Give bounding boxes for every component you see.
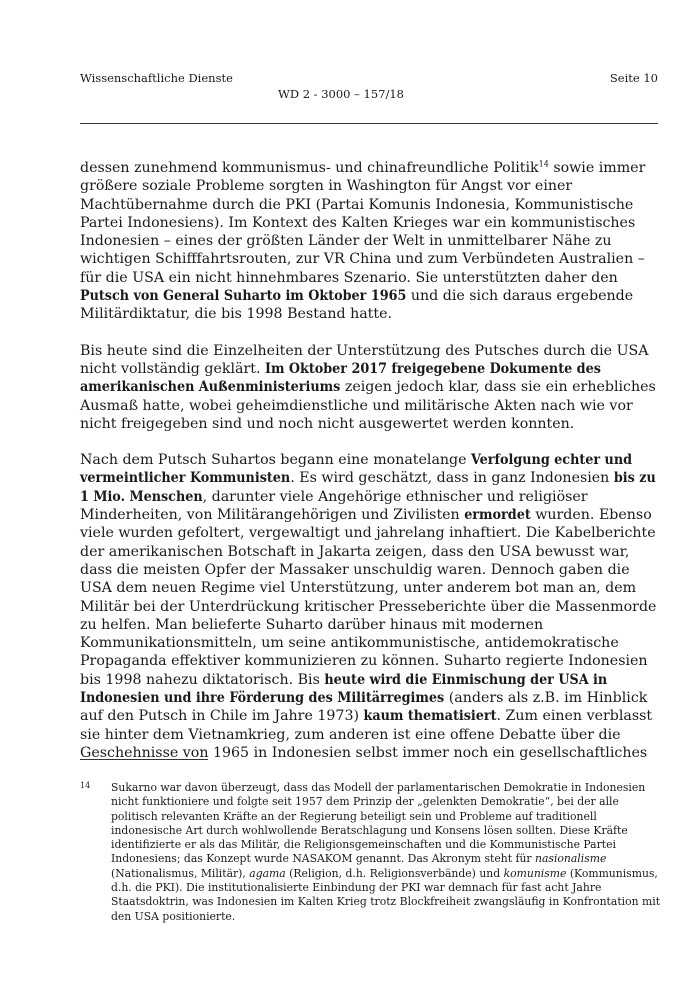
text-run: Bis heute sind die Einzelheiten der Unterstützung des Putsches durch die USA nicht vollständig geklärt. xyxy=(80,342,649,377)
header-org: Wissenschaftliche Dienste xyxy=(80,71,233,85)
footnote-text xyxy=(111,781,665,924)
bold-text: bis zu 1 Mio. Menschen xyxy=(80,470,656,505)
bold-text: Verfolgung echter und vermeintlicher Kommunisten xyxy=(80,452,633,487)
bold-text: Im Oktober 2017 freigegebene Dokumente des amerikanischen Außenministeriums xyxy=(80,360,601,396)
text-run: und die sich daraus ergebende Militärdiktatur, die bis 1998 Bestand hatte. xyxy=(80,288,634,323)
text-run: zeigen jedoch klar, dass sie ein erhebliches Ausmaß hatte, wobei geheimdienstliche und militärische Akten nach wie vor nicht freigegeben sind und noch nicht ausgewertet werden konnten. xyxy=(80,379,656,432)
text-run: (Religion, d.h. Religionsverbände) und xyxy=(285,866,504,880)
bold-text: kaum thematisiert xyxy=(363,708,497,725)
footnote xyxy=(80,781,665,924)
italic-text: komunisme xyxy=(503,866,567,880)
text-run: dessen zunehmend kommunismus- und chinafreundliche Politik xyxy=(80,160,539,176)
header-divider xyxy=(80,123,658,124)
italic-text: nasionalisme xyxy=(535,852,607,866)
text-run: (Kommunismus, d.h. die PKI). Die institutionalisierte Einbindung der PKI war demnach für fast acht Jahre Staatsdoktrin, was Indonesien im Kalten Krieg trotz Blockfreiheit zwangsläufig in Konfrontation mit den USA positionierte. xyxy=(111,866,661,923)
footnote-number: 14 xyxy=(80,781,91,790)
body-text xyxy=(80,159,665,780)
page-number: Seite 10 xyxy=(609,71,658,85)
text-run: sowie immer größere soziale Probleme sorgten in Washington für Angst vor einer Machtübernahme durch die PKI (Partai Komunis Indonesia, Kommunistische Partei Indonesiens). Im Kontext des Kalten Krieges war ein kommunistisches Indonesien – eines der größten Länder der Welt in unmittelbarer Nähe zu wichtigen Schifffahrtsrouten, zur VR China und zum Verbündeten Australien – für die USA ein nicht hinnehmbares Szenario. Sie unterstützten daher den xyxy=(80,160,646,286)
paragraph-1 xyxy=(80,159,665,324)
text-run: Sukarno war davon überzeugt, dass das Modell der parlamentarischen Demokratie in Indonesien nicht funktioniere und folgte seit 1957 dem Prinzip der „gelenkten Demokratie“, bei der alle politisch relevanten Kräfte an der Regierung beteiligt sein und Probleme auf traditionell indonesische Art durch wohlwollende Beratschlagung und Konsens lösen sollten. Diese Kräfte identifizierte er als das Militär, die Religionsgemeinschaften und die Kommunistische Partei Indonesiens; das Konzept wurde NASAKOM genannt. Das Akronym steht für xyxy=(111,781,646,866)
text-run: wurden. Ebenso viele wurden gefoltert, vergewaltigt und jahrelang inhaftiert. Die Kabelberichte der amerikanischen Botschaft in Jakarta zeigen, dass den USA bewusst war, dass die meisten Opfer der Massaker unschuldig waren. Dennoch gaben die USA dem neuen Regime viel Unterstützung, unter anderem bot man an, dem Militär bei der Unterdrückung kritischer Presseberichte über die Massenmorde zu helfen. Man belieferte Suharto darüber hinaus mit modernen Kommunikationsmitteln, um seine antikommunistische, antidemokratische Propaganda effektiver kommunizieren zu können. Suharto regierte Indonesien bis 1998 nahezu diktatorisch. Bis xyxy=(80,507,657,688)
footnote-divider xyxy=(80,759,208,760)
text-run: . Zum einen verblasst sie hinter dem Vietnamkrieg, zum anderen ist eine offene Debatte über die Geschehnisse von 1965 in Indonesien selbst immer noch ein gesellschaftliches xyxy=(80,708,653,761)
text-run: Nach dem Putsch Suhartos begann eine monatelange xyxy=(80,452,472,469)
bold-text: ermordet xyxy=(464,507,531,524)
bold-text: heute wird die Einmischung der USA in Indonesien und ihre Förderung des Militärregimes xyxy=(80,671,608,707)
text-run: (Nationalismus, Militär), xyxy=(111,866,250,880)
paragraph-3 xyxy=(80,451,665,762)
text-run: . Es wird geschätzt, dass in ganz Indonesien xyxy=(290,470,614,487)
italic-text: agama xyxy=(249,866,286,880)
document-reference: WD 2 - 3000 – 157/18 xyxy=(278,87,404,101)
bold-text: Putsch von General Suharto im Oktober 1965 xyxy=(80,288,407,305)
text-run: (anders als z.B. im Hinblick auf den Putsch in Chile im Jahre 1973) xyxy=(80,690,648,725)
paragraph-2 xyxy=(80,342,665,433)
text-run: , darunter viele Angehörige ethnischer und religiöser Minderheiten, von Militärangehörigen und Zivilisten xyxy=(80,488,588,524)
footnote-reference[interactable]: 14 xyxy=(538,159,549,169)
